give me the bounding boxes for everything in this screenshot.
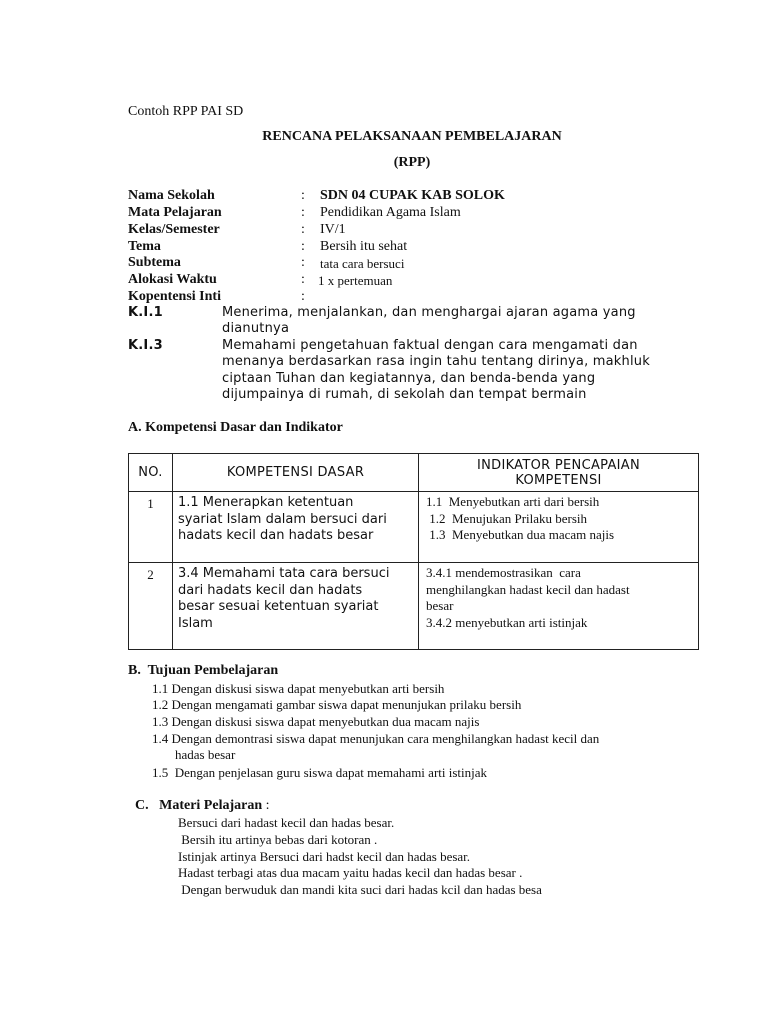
doc-subtitle: (RPP): [393, 155, 431, 170]
ind-line: menghilangkan hadast kecil dan hadast: [426, 581, 630, 597]
identity-value: 1 x pertemuan: [318, 273, 393, 288]
kd-line: syariat Islam dalam bersuci dari: [178, 511, 387, 527]
identity-sep: :: [301, 239, 305, 254]
ki-line: dianutnya: [222, 321, 290, 336]
ki-line: dijumpainya di rumah, di sekolah dan tempat bermain: [222, 387, 587, 402]
kd-line: besar sesuai ketentuan syariat: [178, 599, 379, 614]
identity-sep: :: [301, 289, 305, 304]
identity-value-school: SDN 04 CUPAK KAB SOLOK: [320, 188, 505, 203]
identity-label: Nama Sekolah: [128, 188, 215, 203]
kd-line: hadats kecil dan hadats besar: [178, 528, 374, 543]
header-ind-line1: INDIKATOR PENCAPAIAN: [476, 457, 641, 473]
identity-sep: :: [301, 222, 305, 237]
materi-line: Bersuci dari hadast kecil dan hadas besar.: [178, 815, 395, 830]
section-a-title: A. Kompetensi Dasar dan Indikator: [128, 420, 343, 435]
ki-code: K.I.1: [128, 305, 163, 320]
materi-line: Hadast terbagi atas dua macam yaitu hadas kecil dan hadas besar .: [178, 865, 523, 880]
kd-line: Islam: [178, 615, 213, 631]
header-ind-line2: KOMPETENSI: [515, 472, 602, 488]
ki-line: ciptaan Tuhan dan kegiatannya, dan benda-benda yang: [222, 371, 596, 386]
identity-value: IV/1: [320, 222, 346, 237]
table-row: [129, 492, 699, 563]
kd-table: [128, 453, 699, 650]
header-no: NO.: [129, 454, 173, 492]
table-row: [129, 563, 699, 650]
section-c-colon: :: [262, 798, 270, 813]
identity-label: Kelas/Semester: [128, 222, 220, 237]
header-indikator: [419, 454, 699, 492]
cell-no: 1: [129, 492, 173, 563]
header-kd: KOMPETENSI DASAR: [173, 454, 419, 492]
list-item: 1.5 Dengan penjelasan guru siswa dapat memahami arti istinjak: [152, 765, 488, 780]
ind-line: 1.3 Menyebutkan dua macam najis: [426, 527, 615, 542]
cell-no: 2: [129, 563, 173, 650]
identity-sep: :: [301, 255, 305, 270]
doc-label: Contoh RPP PAI SD: [128, 104, 244, 119]
table-header-row: [129, 454, 699, 492]
list-item: 1.3 Dengan diskusi siswa dapat menyebutkan dua macam najis: [152, 714, 480, 729]
ki-line: menanya berdasarkan rasa ingin tahu tentang dirinya, makhluk: [222, 354, 650, 369]
list-item: 1.2 Dengan mengamati gambar siswa dapat menunjukan prilaku bersih: [152, 697, 522, 712]
ind-line: 3.4.1 mendemostrasikan cara: [426, 565, 581, 580]
list-item: 1.4 Dengan demontrasi siswa dapat menunjukan cara menghilangkan hadast kecil dan: [152, 731, 600, 746]
ki-line: Menerima, menjalankan, dan menghargai ajaran agama yang: [222, 305, 636, 320]
identity-label: Alokasi Waktu: [128, 272, 217, 287]
kd-line: 3.4 Memahami tata cara bersuci: [178, 566, 390, 581]
identity-label: Mata Pelajaran: [128, 205, 222, 220]
ind-line: 1.2 Menujukan Prilaku bersih: [426, 510, 588, 526]
kd-line: 1.1 Menerapkan ketentuan: [178, 495, 354, 510]
ki-line: Memahami pengetahuan faktual dengan cara mengamati dan: [222, 338, 638, 353]
doc-title: RENCANA PELAKSANAAN PEMBELAJARAN: [262, 129, 562, 144]
ki-code: K.I.3: [128, 338, 163, 353]
list-item: hadas besar: [175, 747, 236, 762]
identity-label: Tema: [128, 239, 161, 254]
cell-indikator: [419, 492, 699, 563]
cell-kd: [173, 563, 419, 650]
section-b-title: B. Tujuan Pembelajaran: [128, 663, 279, 678]
list-item: 1.1 Dengan diskusi siswa dapat menyebutkan arti bersih: [152, 681, 445, 696]
cell-indikator: [419, 563, 699, 650]
cell-kd: [173, 492, 419, 563]
ind-line: 1.1 Menyebutkan arti dari bersih: [426, 494, 600, 509]
materi-line: Bersih itu artinya bebas dari kotoran .: [178, 832, 378, 847]
identity-value: Pendidikan Agama Islam: [320, 205, 461, 220]
section-c-heading: [135, 798, 270, 814]
identity-value: tata cara bersuci: [320, 256, 405, 271]
materi-line: Dengan berwuduk dan mandi kita suci dari hadas kcil dan hadas besa: [178, 882, 542, 897]
identity-label: Kopentensi Inti: [128, 289, 221, 304]
ind-line: 3.4.2 menyebutkan arti istinjak: [426, 614, 588, 630]
section-c-title: C. Materi Pelajaran: [135, 798, 263, 813]
kd-line: dari hadats kecil dan hadats: [178, 582, 363, 598]
identity-sep: :: [301, 272, 305, 287]
ind-line: besar: [426, 598, 454, 613]
materi-line: Istinjak artinya Bersuci dari hadst kecil dan hadas besar.: [178, 849, 471, 864]
identity-label: Subtema: [128, 255, 181, 270]
identity-value: Bersih itu sehat: [320, 239, 408, 254]
identity-sep: :: [301, 205, 305, 220]
identity-sep: :: [301, 188, 305, 203]
